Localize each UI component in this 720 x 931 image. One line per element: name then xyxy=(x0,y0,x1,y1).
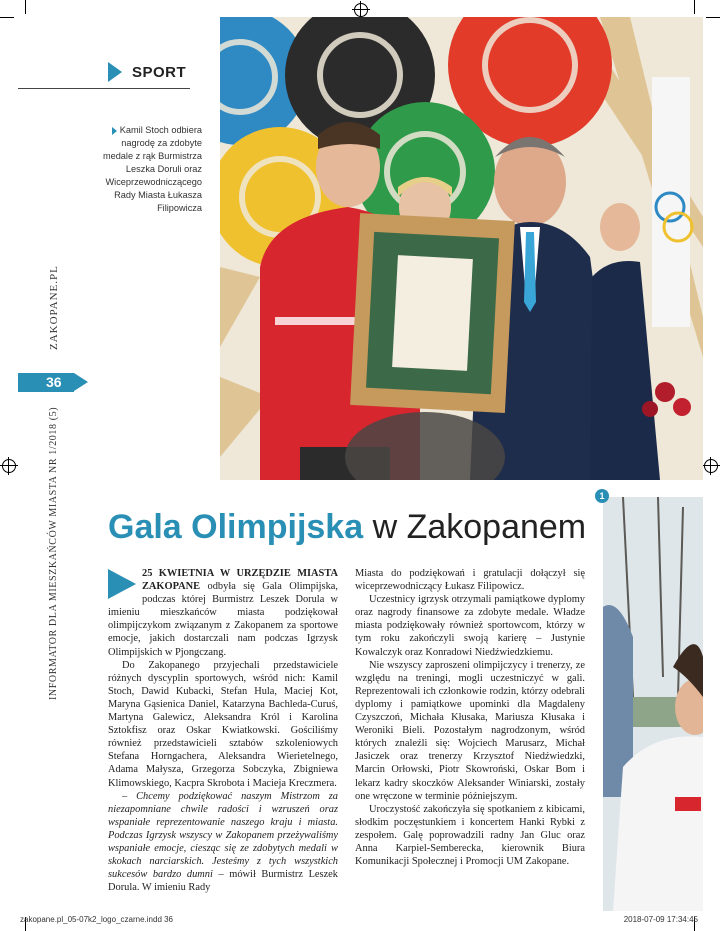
page-number-badge xyxy=(18,373,74,392)
paragraph-text: odbyła się Gala Olimpijska, podczas której Burmistrz Leszek Dorula w imieniu mieszkańców miasta podziękował olimpijczykom związanym z Zakopanem za sportowe emocje, jakich dostarczali nam podczas Igrzysk Olimpijskich w Pjongczang. xyxy=(108,581,338,658)
registration-mark xyxy=(2,459,16,473)
caption-arrow-icon xyxy=(112,127,117,135)
section-divider xyxy=(18,88,190,89)
article-paragraph xyxy=(108,790,338,895)
award-ceremony-photo xyxy=(220,17,703,480)
page-number: 36 xyxy=(46,374,62,390)
crop-mark xyxy=(25,0,26,14)
quote-text: – Chcemy podziękować naszym Mistrzom za niezapomniane chwile radości i wzruszeń oraz wspaniałe reprezentowanie naszego kraju i miasta. Podczas Igrzysk wszyscy w Zakopanem przeżywaliśmy wspaniałe emocje, ciesząc się ze zdobytych medali w skokach narciarskich. Jesteśmy z tych wszystkich sukcesów bardzo dumni xyxy=(108,790,338,881)
footer-timestamp: 2018-07-09 17:34:45 xyxy=(623,915,698,924)
article-paragraph: Nie wszyscy zaproszeni olimpijczycy i trenerzy, ze względu na treningi, mogli uczestniczyć w gali. Reprezentowali ich członkowie rodzin, którzy odebrali dyplomy i pamiątkowe upominki dla Magdaleny Czyszczoń, Michała Kłusaka, Mariusza Kłusaka i Weroniki Bieli. Pozostałym nagrodzonym, wśród których znaleźli się: Wojciech Marusarz, Michał Jasiczek oraz trenerzy Krzysztof Niedźwiedzki, Marcin Orłowski, Piotr Skowroński, Oskar Bom i lekarz kadry skoczków Aleksander Winiarski, zostały one wręczone w terminie późniejszym. xyxy=(355,659,585,802)
headline-highlight: Gala Olimpijska xyxy=(108,508,364,546)
lead-text: 25 KWIETNIA W URZĘDZIE MIASTA ZAKOPANE xyxy=(142,568,338,593)
article-column-1 xyxy=(108,567,338,894)
article-paragraph: Do Zakopanego przyjechali przedstawiciele różnych dyscyplin sportowych, wśród nich: Kamil Stoch, Dawid Kubacki, Stefan Hula, Maciej Kot, Maryna Gąsienica Daniel, Katarzyna Bachleda-Curuś, Martyna Galewicz, Aleksandra Król i Karolina Sztokfisz oraz Oskar Kwiatkowski. Gościliśmy również przedstawicieli sztabów szkoleniowych Stefana Horngachera, Aleksandra Wierietelnego, Adama Małysza, Grzegorza Sobczyka, Zbigniewa Klimowskiego, Kacpra Skrobota i Macieja Kreczmera. xyxy=(108,659,338,789)
article-paragraph xyxy=(108,567,338,659)
lead-arrow-icon xyxy=(108,569,136,599)
article-column-2 xyxy=(355,567,585,868)
site-url: ZAKOPANE.PL xyxy=(48,265,60,350)
footer-filename: zakopane.pl_05-07k2_logo_czarne.indd 36 xyxy=(20,915,174,924)
headline-rest: w Zakopanem xyxy=(363,508,587,546)
crop-mark xyxy=(706,17,720,18)
crop-mark xyxy=(0,17,14,18)
article-paragraph: Uroczystość zakończyła się spotkaniem z kibicami, słodkim poczęstunkiem i koncertem Hanki Rybki z zespołem. Galę poprowadzili radny Jan Gluc oraz Anna Karpiel-Semberecka, kierownik Biura Komunikacji Społecznej i Promocji UM Zakopane. xyxy=(355,803,585,868)
article-paragraph: Miasta do podziękowań i gratulacji dołączył się wiceprzewodniczący Łukasz Filipowicz. xyxy=(355,568,585,593)
photo-number-badge: 1 xyxy=(595,489,609,503)
registration-mark xyxy=(704,459,718,473)
main-photo xyxy=(220,17,703,480)
section-label: SPORT xyxy=(132,64,187,81)
publication-info: INFORMATOR DLA MIESZKAŃCÓW MIASTA NR 1/2018 (5) xyxy=(48,406,59,700)
paragraph-text: – mówił Burmistrz Leszek Dorula. W imieniu Rady xyxy=(108,869,338,894)
section-arrow-icon xyxy=(108,62,122,82)
crop-mark xyxy=(694,0,695,14)
registration-mark xyxy=(354,3,368,17)
article-headline xyxy=(108,508,586,547)
photo-caption xyxy=(100,124,202,215)
article-paragraph: Uczestnicy igrzysk otrzymali pamiątkowe dyplomy oraz nagrody finansowe za zdobyte medale. Władze miasta podziękowały również sportowcom, którzy w tym roku zakończyli swoją karierę – Justynie Kowalczyk oraz Konradowi Niedźwiedzkiemu. xyxy=(355,594,585,658)
secondary-photo xyxy=(603,497,703,911)
caption-text: Kamil Stoch odbiera nagrodę za zdobyte medale z rąk Burmistrza Leszka Doruli oraz Wiceprzewodniczącego Rady Miasta Łukasza Filipowicza xyxy=(102,125,202,213)
secondary-photo-image xyxy=(603,497,703,911)
